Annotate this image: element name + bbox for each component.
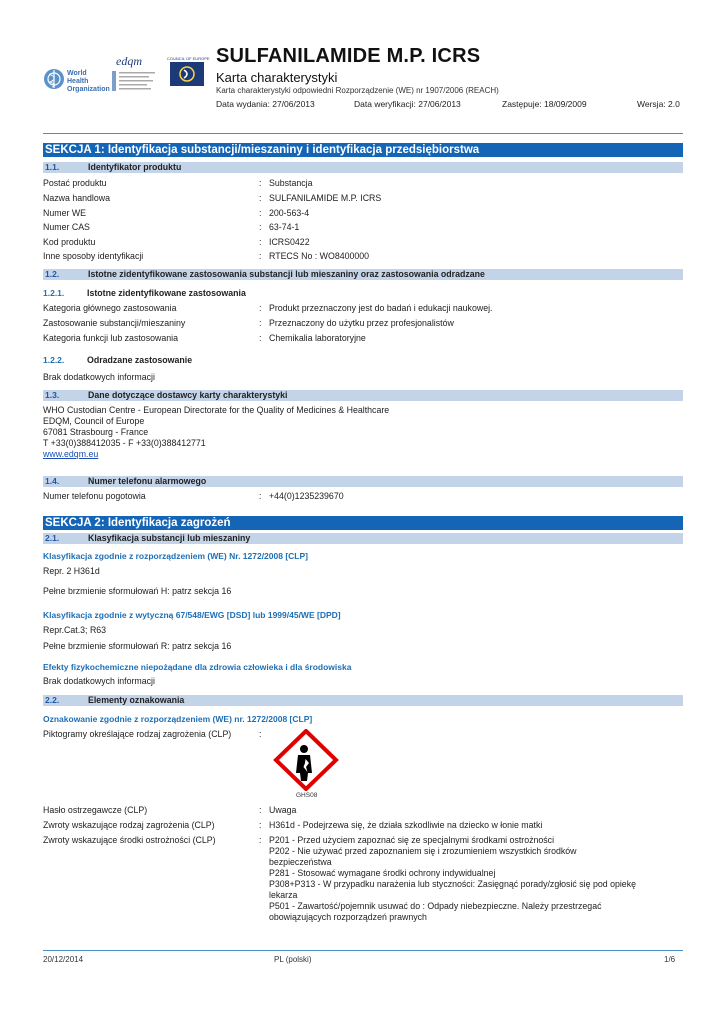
- replaces-date: Zastępuje: 18/09/2009: [502, 99, 587, 109]
- subsection-1-2-1: [43, 288, 543, 300]
- row-label: Numer telefonu pogotowia: [43, 491, 146, 501]
- subsection-number: 2.1.: [45, 533, 60, 543]
- row-label: Numer CAS: [43, 222, 90, 232]
- footer-divider: [43, 950, 683, 951]
- row-label: Numer WE: [43, 208, 87, 218]
- coe-logo-text: COUNCIL OF EUROPE: [167, 56, 210, 61]
- footer-date: 20/12/2014: [43, 955, 84, 964]
- subsection-title: Istotne zidentyfikowane zastosowania substancji lub mieszaniny oraz zastosowania odradzane: [88, 269, 485, 279]
- row-colon: :: [259, 333, 262, 343]
- clp-classification-title: Klasyfikacja zgodnie z rozporządzeniem (WE) Nr. 1272/2008 [CLP]: [43, 551, 308, 561]
- row-colon: :: [259, 805, 262, 815]
- edqm-logo-text: edqm: [116, 54, 142, 68]
- precaution-line: bezpieczeństwa: [269, 857, 332, 867]
- row-colon: :: [259, 208, 262, 218]
- hazard-statement: H361d - Podejrzewa się, że działa szkodliwie na dziecko w łonie matki: [269, 820, 543, 830]
- row-colon: :: [259, 820, 262, 830]
- health-hazard-pictogram-icon: [270, 729, 342, 791]
- subsection-number: 2.2.: [45, 695, 60, 705]
- subsection-1-4: [43, 476, 683, 487]
- row-value: Substancja: [269, 178, 313, 188]
- row-value: Chemikalia laboratoryjne: [269, 333, 366, 343]
- clp-classification: Repr. 2 H361d: [43, 566, 100, 576]
- subsection-number: 1.3.: [45, 390, 60, 400]
- row-label: Postać produktu: [43, 178, 107, 188]
- subsection-1-2: [43, 269, 683, 280]
- dsd-note: Pełne brzmienie sformułowań R: patrz sekcja 16: [43, 641, 232, 651]
- regulation-line: Karta charakterystyki odpowiedni Rozporządzenie (WE) nr 1907/2006 (REACH): [216, 86, 499, 95]
- clp-note: Pełne brzmienie sformułowań H: patrz sekcja 16: [43, 586, 232, 596]
- header-divider: [43, 133, 683, 134]
- dsd-classification: Repr.Cat.3; R63: [43, 625, 107, 635]
- who-logo: [43, 66, 110, 93]
- supplier-website-link[interactable]: www.edqm.eu: [43, 449, 99, 459]
- hazard-statements-label: Zwroty wskazujące rodzaj zagrożenia (CLP): [43, 820, 215, 830]
- effects-text: Brak dodatkowych informacji: [43, 676, 155, 686]
- effects-title: Efekty fizykochemiczne niepożądane dla zdrowia człowieka i dla środowiska: [43, 662, 352, 672]
- row-colon: :: [259, 303, 262, 313]
- emergency-phone: +44(0)1235239670: [269, 491, 344, 501]
- row-label: Kategoria głównego zastosowania: [43, 303, 177, 313]
- precaution-line: lekarza: [269, 890, 298, 900]
- subsection-2-1: [43, 533, 683, 544]
- subsection-1-1: [43, 162, 683, 173]
- row-value: Produkt przeznaczony jest do badań i edukacji naukowej.: [269, 303, 493, 313]
- subsection-title: Elementy oznakowania: [88, 695, 185, 705]
- pictogram-code: GHS08: [296, 792, 318, 799]
- supplier-line: WHO Custodian Centre - European Directorate for the Quality of Medicines & Healthcare: [43, 405, 390, 415]
- subsection-title: Identyfikator produktu: [88, 162, 182, 172]
- row-label: Kod produktu: [43, 237, 96, 247]
- pictogram-label: Piktogramy określające rodzaj zagrożenia (CLP): [43, 729, 232, 739]
- row-colon: :: [259, 251, 262, 261]
- subsection-title: Odradzane zastosowanie: [87, 355, 193, 365]
- row-value: 200-563-4: [269, 208, 310, 218]
- row-value: 63-74-1: [269, 222, 300, 232]
- precaution-line: P281 - Stosować wymagane środki ochrony indywidualnej: [269, 868, 496, 878]
- revision-date: Data weryfikacji: 27/06/2013: [354, 99, 461, 109]
- precaution-line: P201 - Przed użyciem zapoznać się ze specjalnymi środkami ostrożności: [269, 835, 555, 845]
- subsection-title: Dane dotyczące dostawcy karty charakterystyki: [88, 390, 288, 400]
- labelling-title: Oznakowanie zgodnie z rozporządzeniem (WE) nr. 1272/2008 [CLP]: [43, 714, 313, 724]
- row-colon: :: [259, 318, 262, 328]
- signal-word-label: Hasło ostrzegawcze (CLP): [43, 805, 148, 815]
- who-logo-text: World Health Organization: [67, 70, 110, 93]
- dsd-classification-title: Klasyfikacja zgodnie z wytyczną 67/548/EWG [DSD] lub 1999/45/WE [DPD]: [43, 610, 341, 620]
- version: Wersja: 2.0: [637, 99, 680, 109]
- row-label: Nazwa handlowa: [43, 193, 110, 203]
- issue-date: Data wydania: 27/06/2013: [216, 99, 315, 109]
- precaution-line: obowiązujących rozporządzeń prawnych: [269, 912, 427, 922]
- subsection-number: 1.2.1.: [43, 288, 65, 298]
- precaution-line: P308+P313 - W przypadku narażenia lub styczności: Zasięgnąć porady/zgłosić się pod opiekę: [269, 879, 636, 889]
- supplier-line: 67081 Strasbourg - France: [43, 427, 149, 437]
- edqm-logo: [110, 52, 160, 98]
- row-value: SULFANILAMIDE M.P. ICRS: [269, 193, 382, 203]
- subsection-number: 1.4.: [45, 476, 60, 486]
- row-colon: :: [259, 835, 262, 845]
- precautionary-statements-label: Zwroty wskazujące środki ostrożności (CLP): [43, 835, 216, 845]
- precaution-line: P202 - Nie używać przed zapoznaniem się i zrozumieniem wszystkich środków: [269, 846, 577, 856]
- section-1-header: SEKCJA 1: Identyfikacja substancji/mieszaniny i identyfikacja przedsiębiorstwa: [43, 143, 683, 157]
- subsection-number: 1.2.: [45, 269, 60, 279]
- row-value: ICRS0422: [269, 237, 310, 247]
- document-subtitle: Karta charakterystyki: [216, 70, 338, 85]
- subsection-number: 1.2.2.: [43, 355, 65, 365]
- row-value: RTECS No : WO8400000: [269, 251, 370, 261]
- row-colon: :: [259, 178, 262, 188]
- row-value: Przeznaczony do użytku przez profesjonalistów: [269, 318, 454, 328]
- row-colon: :: [259, 237, 262, 247]
- subsection-title: Numer telefonu alarmowego: [88, 476, 207, 486]
- page-number: 1/6: [664, 955, 676, 964]
- subsection-1-2-2: [43, 355, 543, 367]
- document-title: SULFANILAMIDE M.P. ICRS: [216, 45, 481, 67]
- row-colon: :: [259, 491, 262, 501]
- row-label: Inne sposoby identyfikacji: [43, 251, 144, 261]
- subsection-1-3: [43, 390, 683, 401]
- signal-word: Uwaga: [269, 805, 297, 815]
- row-colon: :: [259, 222, 262, 232]
- subsection-title: Klasyfikacja substancji lub mieszaniny: [88, 533, 251, 543]
- row-label: Zastosowanie substancji/mieszaniny: [43, 318, 186, 328]
- supplier-line: T +33(0)388412035 - F +33(0)388412771: [43, 438, 206, 448]
- section-2-header: SEKCJA 2: Identyfikacja zagrożeń: [43, 516, 683, 530]
- no-additional-info: Brak dodatkowych informacji: [43, 372, 155, 382]
- footer-language: PL (polski): [274, 955, 312, 964]
- council-of-europe-logo: [167, 56, 210, 94]
- supplier-line: EDQM, Council of Europe: [43, 416, 145, 426]
- row-colon: :: [259, 729, 262, 739]
- subsection-2-2: [43, 695, 683, 706]
- subsection-title: Istotne zidentyfikowane zastosowania: [87, 288, 246, 298]
- subsection-number: 1.1.: [45, 162, 60, 172]
- precaution-line: P501 - Zawartość/pojemnik usuwać do : Odpady niebezpieczne. Należy przestrzegać: [269, 901, 602, 911]
- row-label: Kategoria funkcji lub zastosowania: [43, 333, 178, 343]
- row-colon: :: [259, 193, 262, 203]
